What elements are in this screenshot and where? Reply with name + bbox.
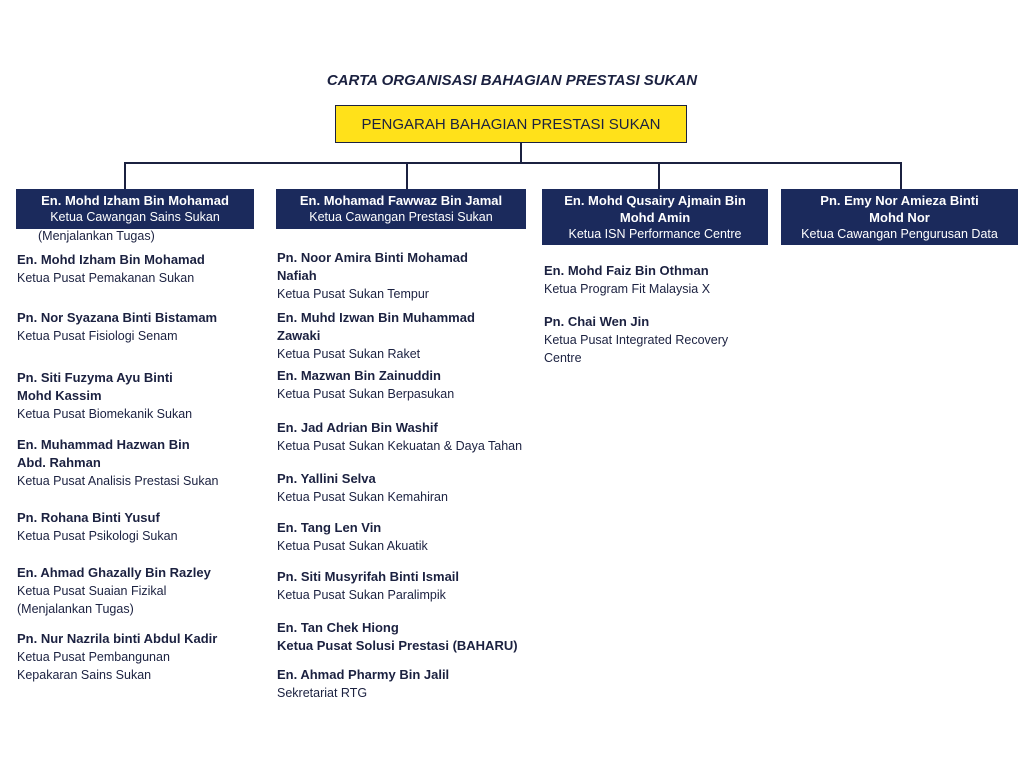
staff-name: Pn. Siti Musyrifah Binti Ismail bbox=[277, 569, 460, 584]
staff-name: Pn. Yallini Selva bbox=[277, 471, 376, 486]
staff-name: En. Tan Chek Hiong bbox=[277, 620, 399, 635]
staff-entry bbox=[544, 262, 710, 298]
head-role: Ketua Cawangan Prestasi Sukan bbox=[309, 210, 493, 224]
head-name: En. Mohamad Fawwaz Bin Jamal bbox=[299, 193, 503, 208]
head-name-line2: Mohd Nor bbox=[869, 210, 930, 225]
staff-entry bbox=[277, 309, 475, 363]
staff-name: Pn. Chai Wen Jin bbox=[544, 314, 650, 329]
staff-entry bbox=[277, 666, 449, 702]
staff-role: Sekretariat RTG bbox=[277, 686, 368, 700]
staff-entry bbox=[17, 251, 205, 287]
staff-role: Ketua Pusat Solusi Prestasi (BAHARU) bbox=[277, 638, 518, 653]
head-role: Ketua Cawangan Pengurusan Data bbox=[801, 227, 998, 241]
staff-entry bbox=[277, 419, 522, 455]
head-role: Ketua ISN Performance Centre bbox=[568, 227, 742, 241]
staff-role-line1: Ketua Pusat Integrated Recovery bbox=[544, 333, 729, 347]
staff-entry bbox=[17, 436, 219, 490]
staff-name: Pn. Nur Nazrila binti Abdul Kadir bbox=[17, 631, 218, 646]
staff-entry bbox=[277, 249, 468, 303]
staff-role: Ketua Pusat Sukan Akuatik bbox=[277, 539, 428, 553]
head-role: Ketua Cawangan Sains Sukan bbox=[50, 210, 220, 224]
staff-name: En. Tang Len Vin bbox=[277, 520, 382, 535]
staff-entry bbox=[17, 369, 192, 423]
head-name: En. Mohd Izham Bin Mohamad bbox=[41, 193, 229, 208]
staff-entry bbox=[277, 470, 448, 506]
staff-entry bbox=[544, 313, 728, 367]
staff-role: Ketua Pusat Analisis Prestasi Sukan bbox=[17, 474, 219, 488]
staff-role: Ketua Pusat Sukan Raket bbox=[277, 347, 421, 361]
staff-name: Pn. Nor Syazana Binti Bistamam bbox=[17, 310, 218, 325]
connector-drop-1 bbox=[124, 162, 126, 190]
head-note: (Menjalankan Tugas) bbox=[38, 229, 155, 243]
staff-role-line2: (Menjalankan Tugas) bbox=[17, 602, 134, 616]
staff-name: En. Mohd Faiz Bin Othman bbox=[544, 263, 709, 278]
staff-name: En. Jad Adrian Bin Washif bbox=[277, 420, 438, 435]
staff-name-line2: Mohd Kassim bbox=[17, 388, 102, 403]
staff-entry bbox=[277, 367, 454, 403]
staff-role: Ketua Pusat Sukan Tempur bbox=[277, 287, 429, 301]
staff-entry bbox=[277, 568, 459, 604]
staff-entry bbox=[17, 630, 217, 684]
head-box-sains-sukan bbox=[16, 189, 254, 229]
staff-name-line2: Zawaki bbox=[277, 328, 321, 343]
staff-name-line1: Pn. Siti Fuzyma Ayu Binti bbox=[17, 370, 173, 385]
staff-entry bbox=[277, 619, 518, 655]
staff-role-line2: Centre bbox=[544, 351, 582, 365]
connector-vertical-top bbox=[520, 143, 522, 163]
staff-entry bbox=[277, 519, 428, 555]
staff-role: Ketua Pusat Psikologi Sukan bbox=[17, 529, 178, 543]
staff-role: Ketua Pusat Sukan Paralimpik bbox=[277, 588, 446, 602]
head-box-prestasi-sukan bbox=[276, 189, 526, 229]
head-name-line1: Pn. Emy Nor Amieza Binti bbox=[820, 193, 979, 208]
staff-name: En. Ahmad Pharmy Bin Jalil bbox=[277, 667, 450, 682]
connector-horizontal bbox=[124, 162, 902, 164]
staff-role-line1: Ketua Pusat Pembangunan bbox=[17, 650, 170, 664]
staff-role: Ketua Pusat Fisiologi Senam bbox=[17, 329, 178, 343]
staff-role-line1: Ketua Pusat Suaian Fizikal bbox=[17, 584, 167, 598]
staff-role: Ketua Pusat Sukan Kemahiran bbox=[277, 490, 448, 504]
staff-role: Ketua Program Fit Malaysia X bbox=[544, 282, 711, 296]
staff-name: En. Mazwan Bin Zainuddin bbox=[277, 368, 441, 383]
staff-name-line1: En. Muhd Izwan Bin Muhammad bbox=[277, 310, 475, 325]
connector-drop-2 bbox=[406, 162, 408, 190]
staff-role-line2: Kepakaran Sains Sukan bbox=[17, 668, 152, 682]
connector-drop-4 bbox=[900, 162, 902, 190]
connector-drop-3 bbox=[658, 162, 660, 190]
staff-entry bbox=[17, 309, 217, 345]
staff-role: Ketua Pusat Sukan Berpasukan bbox=[277, 387, 455, 401]
head-name-line1: En. Mohd Qusairy Ajmain Bin bbox=[564, 193, 746, 208]
staff-entry bbox=[17, 564, 211, 618]
staff-name: En. Ahmad Ghazally Bin Razley bbox=[17, 565, 211, 580]
staff-name-line1: En. Muhammad Hazwan Bin bbox=[17, 437, 190, 452]
chart-title: CARTA ORGANISASI BAHAGIAN PRESTASI SUKAN bbox=[326, 72, 698, 89]
head-name-line2: Mohd Amin bbox=[619, 210, 691, 225]
staff-role: Ketua Pusat Sukan Kekuatan & Daya Tahan bbox=[277, 439, 523, 453]
head-box-isn-performance bbox=[542, 189, 768, 245]
staff-role: Ketua Pusat Biomekanik Sukan bbox=[17, 407, 193, 421]
staff-entry bbox=[17, 509, 178, 545]
staff-name: Pn. Rohana Binti Yusuf bbox=[17, 510, 160, 525]
staff-name-line2: Abd. Rahman bbox=[17, 455, 101, 470]
staff-role: Ketua Pusat Pemakanan Sukan bbox=[17, 271, 195, 285]
staff-name-line2: Nafiah bbox=[277, 268, 317, 283]
director-label: PENGARAH BAHAGIAN PRESTASI SUKAN bbox=[361, 115, 661, 133]
director-box bbox=[335, 105, 687, 143]
head-box-pengurusan-data bbox=[781, 189, 1018, 245]
staff-name-line1: Pn. Noor Amira Binti Mohamad bbox=[277, 250, 468, 265]
staff-name: En. Mohd Izham Bin Mohamad bbox=[17, 252, 205, 267]
